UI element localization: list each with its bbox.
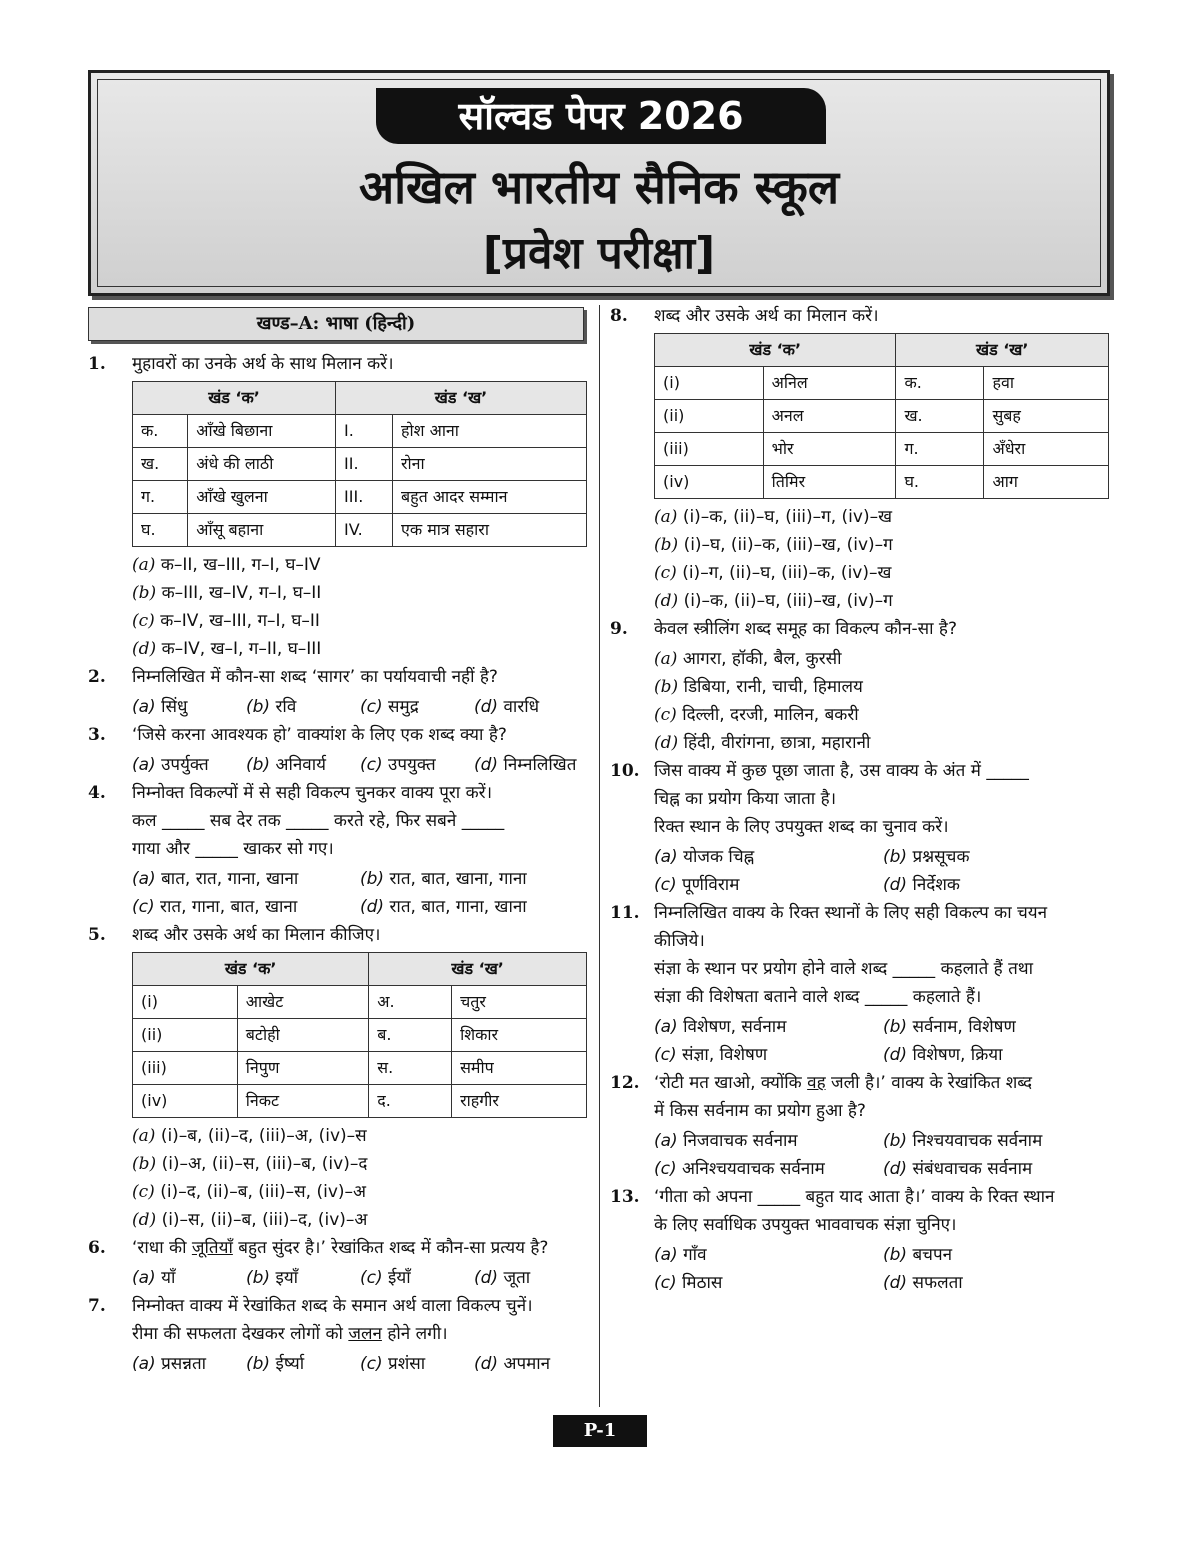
option-label: (a) (132, 1268, 156, 1288)
question-number: 5. (88, 925, 106, 945)
table-header: खंड ‘क’ (133, 382, 336, 415)
question-5 (88, 921, 588, 949)
option-d (88, 635, 588, 663)
options-row (88, 1264, 588, 1292)
question-number: 8. (610, 306, 628, 326)
table-cell: रोना (392, 448, 586, 481)
option-text: बचपन (912, 1245, 953, 1265)
table-cell: निकट (237, 1085, 369, 1118)
option-text: (i)–क, (ii)–घ, (iii)–ख, (iv)–ग (683, 591, 893, 611)
option-label: (b) (132, 1154, 157, 1174)
option-label: (d) (474, 697, 499, 717)
question-6 (88, 1234, 588, 1262)
table-cell: आग (984, 466, 1109, 499)
table-cell: शिकार (452, 1019, 587, 1052)
option-text: सिंधु (161, 697, 188, 717)
option-text: विशेषण, सर्वनाम (683, 1017, 787, 1037)
table-cell: ख. (133, 448, 188, 481)
table-cell: ग. (133, 481, 188, 514)
table-row (655, 466, 1109, 499)
left-column (88, 350, 588, 1378)
question-text: ‘जिसे करना आवश्यक हो’ वाक्यांश के लिए एक शब्द क्या है? (132, 725, 507, 745)
table-cell: अ. (369, 986, 452, 1019)
table-cell: (ii) (655, 400, 764, 433)
question-text: निम्नलिखित में कौन-सा शब्द ‘सागर’ का पर्यायवाची नहीं है? (132, 667, 498, 687)
table-cell: क. (896, 367, 984, 400)
option-d (610, 729, 1112, 757)
match-table-q1 (132, 381, 587, 547)
option-text: क–IV, ख–III, ग–I, घ–II (160, 611, 320, 631)
table-header: खंड ‘क’ (655, 334, 896, 367)
option-text: क–III, ख–IV, ग–I, घ–II (161, 583, 322, 603)
option-label: (c) (360, 697, 383, 717)
question-13 (610, 1183, 1112, 1239)
option-text: अनिवार्य (275, 755, 327, 775)
option-label: (c) (654, 563, 677, 583)
table-cell: अनल (763, 400, 896, 433)
option-label: (a) (132, 555, 156, 575)
option-c (88, 607, 588, 635)
table-cell: सुबह (984, 400, 1109, 433)
options-row (610, 1013, 1112, 1041)
table-cell: अनिल (763, 367, 896, 400)
question-12 (610, 1069, 1112, 1125)
options-row (610, 1127, 1112, 1155)
option-text: मिठास (682, 1273, 723, 1293)
question-1 (88, 350, 588, 378)
option-label: (a) (654, 847, 678, 867)
option-label: (b) (246, 1354, 271, 1374)
options-row (610, 871, 1112, 899)
option-label: (d) (883, 1159, 908, 1179)
option-text: होने लगी। (381, 1324, 448, 1344)
table-cell: III. (336, 481, 393, 514)
question-3 (88, 721, 588, 749)
question-text: रिक्त स्थान के लिए उपयुक्त शब्द का चुनाव करें। (654, 817, 949, 837)
question-number: 9. (610, 619, 628, 639)
option-b (88, 1150, 588, 1178)
option-b (88, 579, 588, 607)
option-label: (c) (654, 875, 677, 895)
right-column (610, 302, 1112, 1297)
option-label: (b) (883, 1245, 908, 1265)
question-text: ‘गीता को अपना _____ बहुत याद आता है।’ वाक्य के रिक्त स्थान (654, 1187, 1055, 1207)
question-number: 3. (88, 725, 106, 745)
question-text: मुहावरों का उनके अर्थ के साथ मिलान करें। (132, 354, 394, 374)
table-row (133, 1085, 587, 1118)
option-label: (d) (132, 639, 157, 659)
table-cell: I. (336, 415, 393, 448)
option-label: (d) (654, 591, 679, 611)
exam-title: अखिल भारतीय सैनिक स्कूल (358, 160, 840, 214)
question-text (132, 1234, 588, 1262)
exam-subtitle: [प्रवेश परीक्षा] (482, 228, 716, 279)
option-label: (c) (654, 1273, 677, 1293)
table-cell: घ. (896, 466, 984, 499)
option-label: (d) (474, 1354, 499, 1374)
option-text: प्रश्नसूचक (912, 847, 970, 867)
table-cell: (iii) (133, 1052, 238, 1085)
option-text: रवि (275, 697, 297, 717)
option-label: (b) (883, 1017, 908, 1037)
option-label: (c) (654, 1159, 677, 1179)
question-text: संज्ञा के स्थान पर प्रयोग होने वाले शब्द _____ कहलाते हैं तथा (654, 959, 1034, 979)
question-number: 4. (88, 783, 106, 803)
option-text: रात, बात, खाना, गाना (389, 869, 527, 889)
option-text: (i)–अ, (ii)–स, (iii)–ब, (iv)–द (161, 1154, 368, 1174)
table-header: खंड ‘ख’ (369, 953, 587, 986)
option-label: (c) (360, 1354, 383, 1374)
option-text: जली है।’ वाक्य के रेखांकित शब्द (825, 1073, 1032, 1093)
table-cell: होश आना (392, 415, 586, 448)
question-number: 7. (88, 1296, 106, 1316)
option-label: (d) (132, 1210, 157, 1230)
question-text: निम्नोक्त वाक्य में रेखांकित शब्द के समान अर्थ वाला विकल्प चुनें। (132, 1296, 533, 1316)
option-label: (d) (474, 755, 499, 775)
table-cell: (iii) (655, 433, 764, 466)
match-table-q8 (654, 333, 1109, 499)
question-text: कीजिये। (654, 931, 705, 951)
option-text: उपयुक्त (388, 755, 436, 775)
option-text: गाँव (683, 1245, 707, 1265)
question-sentence (132, 1320, 588, 1348)
option-text: ‘राधा की (132, 1238, 192, 1258)
question-number: 2. (88, 667, 106, 687)
underlined-word: जलन (348, 1324, 382, 1344)
option-text: ‘रोटी मत खाओ, क्योंकि (654, 1073, 808, 1093)
question-2 (88, 663, 588, 691)
option-label: (a) (132, 1126, 156, 1146)
option-text: निर्देशक (912, 875, 960, 895)
table-cell: (iv) (655, 466, 764, 499)
option-label: (b) (360, 869, 385, 889)
question-text: जिस वाक्य में कुछ पूछा जाता है, उस वाक्य के अंत में _____ (654, 761, 1029, 781)
question-text: निम्नोक्त विकल्पों में से सही विकल्प चुनकर वाक्य पूरा करें। (132, 783, 493, 803)
question-number: 12. (610, 1073, 640, 1093)
option-text: याँ (161, 1268, 176, 1288)
option-label: (b) (654, 677, 679, 697)
table-cell: (iv) (133, 1085, 238, 1118)
paper-badge: सॉल्वड पेपर 2026 (376, 88, 826, 144)
question-number: 13. (610, 1187, 640, 1207)
option-text: (i)–क, (ii)–घ, (iii)–ग, (iv)–ख (682, 507, 892, 527)
section-title: खण्ड–A: भाषा (हिन्दी) (88, 307, 584, 341)
option-label: (a) (132, 1354, 156, 1374)
table-row (133, 481, 587, 514)
options-row (88, 751, 588, 779)
question-text: में किस सर्वनाम का प्रयोग हुआ है? (654, 1101, 866, 1121)
question-number: 10. (610, 761, 640, 781)
table-cell: ख. (896, 400, 984, 433)
option-text: उपर्युक्त (161, 755, 209, 775)
question-number: 1. (88, 354, 106, 374)
option-text: बहुत सुंदर है।’ रेखांकित शब्द में कौन-सा प्रत्यय है? (232, 1238, 549, 1258)
table-header: खंड ‘ख’ (896, 334, 1109, 367)
table-cell: स. (369, 1052, 452, 1085)
options-row (88, 865, 588, 893)
table-row (133, 415, 587, 448)
option-label: (b) (654, 535, 679, 555)
question-text: कल _____ सब देर तक _____ करते रहे, फिर सबने _____ (132, 811, 505, 831)
table-row (655, 400, 1109, 433)
table-cell: भोर (763, 433, 896, 466)
option-text: योजक चिह्न (683, 847, 755, 867)
option-label: (a) (654, 1245, 678, 1265)
question-number: 6. (88, 1238, 106, 1258)
table-cell: राहगीर (452, 1085, 587, 1118)
question-text: गाया और _____ खाकर सो गए। (132, 839, 334, 859)
table-cell: चतुर (452, 986, 587, 1019)
option-label: (b) (246, 755, 271, 775)
table-cell: आँखे बिछाना (188, 415, 336, 448)
option-text: प्रशंसा (388, 1354, 426, 1374)
option-label: (c) (654, 705, 677, 725)
option-text: (i)–द, (ii)–ब, (iii)–स, (iv)–अ (160, 1182, 367, 1202)
question-text: चिह्न का प्रयोग किया जाता है। (654, 789, 837, 809)
option-label: (c) (360, 1268, 383, 1288)
question-text: संज्ञा की विशेषता बताने वाले शब्द _____ कहलाते हैं। (654, 987, 982, 1007)
options-row (610, 1241, 1112, 1269)
option-text: वारधि (503, 697, 540, 717)
option-label: (d) (883, 875, 908, 895)
option-label: (c) (654, 1045, 677, 1065)
option-a (610, 645, 1112, 673)
option-label: (c) (132, 1182, 155, 1202)
option-text: निश्चयवाचक सर्वनाम (912, 1131, 1043, 1151)
question-8 (610, 302, 1112, 330)
table-header: खंड ‘ख’ (336, 382, 587, 415)
option-c (610, 559, 1112, 587)
table-cell: (ii) (133, 1019, 238, 1052)
table-cell: तिमिर (763, 466, 896, 499)
option-a (88, 1122, 588, 1150)
option-label: (d) (360, 897, 385, 917)
option-c (610, 701, 1112, 729)
option-label: (a) (654, 507, 678, 527)
option-text: निम्नलिखित (503, 755, 577, 775)
option-label: (b) (246, 697, 271, 717)
option-label: (a) (654, 1131, 678, 1151)
table-cell: (i) (133, 986, 238, 1019)
table-cell: ग. (896, 433, 984, 466)
option-text: क–II, ख–III, ग–I, घ–IV (160, 555, 321, 575)
option-text: अपमान (503, 1354, 551, 1374)
option-label: (b) (883, 847, 908, 867)
table-row (133, 1052, 587, 1085)
table-cell: समीप (452, 1052, 587, 1085)
options-row (88, 893, 588, 921)
option-text: निजवाचक सर्वनाम (683, 1131, 798, 1151)
option-text: क–IV, ख–I, ग–II, घ–III (161, 639, 322, 659)
options-row (610, 1041, 1112, 1069)
option-b (610, 531, 1112, 559)
table-cell: आँसू बहाना (188, 514, 336, 547)
option-text: संज्ञा, विशेषण (682, 1045, 768, 1065)
table-row (655, 433, 1109, 466)
options-row (610, 1269, 1112, 1297)
underlined-word: वह (807, 1073, 826, 1093)
option-label: (a) (132, 869, 156, 889)
option-text: ईर्ष्या (275, 1354, 305, 1374)
table-row (133, 986, 587, 1019)
question-7 (88, 1292, 588, 1348)
option-text: दिल्ली, दरजी, मालिन, बकरी (682, 705, 859, 725)
table-row (133, 514, 587, 547)
option-label: (d) (883, 1273, 908, 1293)
option-text: अनिश्चयवाचक सर्वनाम (682, 1159, 825, 1179)
option-label: (d) (654, 733, 679, 753)
option-a (88, 551, 588, 579)
option-text: रात, बात, गाना, खाना (389, 897, 527, 917)
table-cell: क. (133, 415, 188, 448)
match-table-q5 (132, 952, 587, 1118)
table-cell: आखेट (237, 986, 369, 1019)
question-text: के लिए सर्वाधिक उपयुक्त भाववाचक संज्ञा चुनिए। (654, 1215, 957, 1235)
options-row (610, 843, 1112, 871)
option-c (88, 1178, 588, 1206)
option-label: (d) (474, 1268, 499, 1288)
question-9 (610, 615, 1112, 643)
options-row (88, 1350, 588, 1378)
option-label: (a) (654, 649, 678, 669)
option-text: समुद्र (388, 697, 419, 717)
option-text: रीमा की सफलता देखकर लोगों को (132, 1324, 349, 1344)
column-divider (599, 305, 600, 1407)
option-label: (a) (132, 697, 156, 717)
table-cell: अँधेरा (984, 433, 1109, 466)
option-text: बात, रात, गाना, खाना (161, 869, 299, 889)
option-d (610, 587, 1112, 615)
option-label: (b) (246, 1268, 271, 1288)
table-cell: घ. (133, 514, 188, 547)
option-label: (c) (360, 755, 383, 775)
option-text: डिबिया, रानी, चाची, हिमालय (683, 677, 863, 697)
question-text: शब्द और उसके अर्थ का मिलान करें। (654, 306, 879, 326)
options-row (88, 693, 588, 721)
page-number: P-1 (553, 1415, 647, 1447)
option-label: (d) (883, 1045, 908, 1065)
table-cell: अंधे की लाठी (188, 448, 336, 481)
option-label: (c) (132, 611, 155, 631)
option-text: इयाँ (275, 1268, 299, 1288)
option-d (88, 1206, 588, 1234)
question-4 (88, 779, 588, 863)
option-text: जूता (503, 1268, 531, 1288)
option-b (610, 673, 1112, 701)
option-label: (c) (132, 897, 155, 917)
table-cell: आँखे खुलना (188, 481, 336, 514)
option-text: (i)–ग, (ii)–घ, (iii)–क, (iv)–ख (682, 563, 892, 583)
option-text: (i)–घ, (ii)–क, (iii)–ख, (iv)–ग (683, 535, 893, 555)
question-text: निम्नलिखित वाक्य के रिक्त स्थानों के लिए सही विकल्प का चयन (654, 903, 1048, 923)
table-cell: II. (336, 448, 393, 481)
option-text: प्रसन्नता (161, 1354, 207, 1374)
option-text: पूर्णविराम (682, 875, 740, 895)
question-text (654, 1069, 1112, 1097)
table-row (133, 1019, 587, 1052)
table-row (655, 367, 1109, 400)
option-text: विशेषण, क्रिया (912, 1045, 1003, 1065)
question-text: शब्द और उसके अर्थ का मिलान कीजिए। (132, 925, 381, 945)
option-text: आगरा, हॉकी, बैल, कुरसी (682, 649, 842, 669)
option-a (610, 503, 1112, 531)
option-text: रात, गाना, बात, खाना (160, 897, 298, 917)
table-row (133, 448, 587, 481)
question-text: केवल स्त्रीलिंग शब्द समूह का विकल्प कौन-सा है? (654, 619, 957, 639)
options-row (610, 1155, 1112, 1183)
option-text: संबंधवाचक सर्वनाम (912, 1159, 1033, 1179)
option-text: ईयाँ (388, 1268, 411, 1288)
option-label: (a) (132, 755, 156, 775)
table-cell: हवा (984, 367, 1109, 400)
option-text: सफलता (912, 1273, 963, 1293)
header-banner (88, 70, 1110, 296)
table-cell: (i) (655, 367, 764, 400)
table-cell: एक मात्र सहारा (392, 514, 586, 547)
table-cell: बहुत आदर सम्मान (392, 481, 586, 514)
question-number: 11. (610, 903, 640, 923)
table-header: खंड ‘क’ (133, 953, 369, 986)
table-cell: ब. (369, 1019, 452, 1052)
question-10 (610, 757, 1112, 841)
option-label: (a) (654, 1017, 678, 1037)
table-cell: निपुण (237, 1052, 369, 1085)
table-cell: बटोही (237, 1019, 369, 1052)
option-label: (b) (132, 583, 157, 603)
table-cell: IV. (336, 514, 393, 547)
table-cell: द. (369, 1085, 452, 1118)
question-11 (610, 899, 1112, 1011)
underlined-word: जूतियाँ (191, 1238, 233, 1258)
option-label: (b) (883, 1131, 908, 1151)
option-text: सर्वनाम, विशेषण (912, 1017, 1016, 1037)
option-text: (i)–ब, (ii)–द, (iii)–अ, (iv)–स (160, 1126, 367, 1146)
option-text: हिंदी, वीरांगना, छात्रा, महारानी (683, 733, 871, 753)
option-text: (i)–स, (ii)–ब, (iii)–द, (iv)–अ (161, 1210, 368, 1230)
